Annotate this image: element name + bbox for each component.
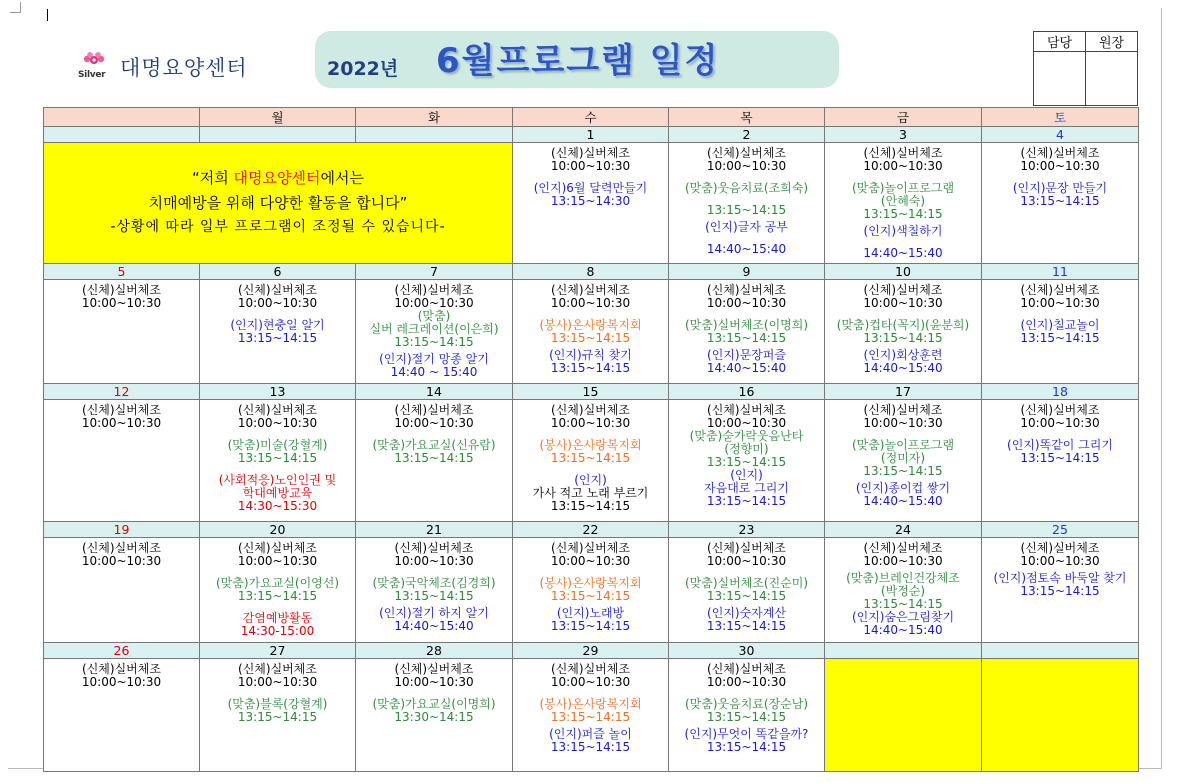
day-schedule-cell [825, 538, 982, 643]
schedule-line: (맞춤)국악체조(김경희) [372, 576, 496, 590]
weekday-header-fri: 금 [825, 108, 982, 127]
day-schedule-cell [44, 659, 200, 772]
schedule-line: (인지)무엇이 똑같을까? [684, 727, 809, 741]
schedule-line: (신체)실버체조 [707, 146, 786, 160]
day-schedule-cell [200, 400, 356, 522]
notice-quote-open: “저희 [192, 169, 234, 187]
day-schedule-cell [982, 538, 1139, 643]
weekday-header-mon: 월 [200, 108, 356, 127]
schedule-line: (신체)실버체조 [863, 541, 943, 555]
schedule-line: 10:00~10:30 [81, 416, 162, 430]
date-row [44, 522, 1139, 538]
schedule-line: (신체)실버체조 [707, 541, 786, 555]
day-schedule-cell [513, 659, 669, 772]
schedule-line: (봉사)온사랑복지회 [539, 697, 642, 711]
schedule-line: (인지)6월 달력만들기 [533, 181, 648, 195]
schedule-line: 10:00~10:30 [394, 554, 474, 568]
schedule-line: 13:15~14:15 [550, 499, 631, 513]
date-cell: 18 [982, 384, 1139, 400]
date-cell: 29 [513, 643, 669, 659]
day-schedule-cell [513, 280, 669, 384]
schedule-line: (신체)실버체조 [82, 541, 161, 555]
schedule-line: 13:15~14:15 [706, 331, 787, 345]
schedule-line: (인지)문장 만들기 [1012, 181, 1108, 195]
day-schedule-cell [356, 659, 513, 772]
date-cell: 25 [982, 522, 1139, 538]
schedule-line: (인지)문장퍼즐 [707, 348, 786, 362]
date-cell: 15 [513, 384, 669, 400]
empty-day-cell [982, 659, 1139, 772]
schedule-line: (맞춤)미술(강혈계) [227, 438, 328, 452]
schedule-line: (인지)숨은그림찾기 [851, 610, 955, 624]
weekday-header-wed: 수 [513, 108, 669, 127]
schedule-line: 14:40~15:40 [706, 242, 787, 256]
schedule-line: 가사 적고 노래 부르기 [532, 486, 649, 500]
schedule-line: 13:15~14:15 [863, 207, 943, 221]
schedule-line: (인지)종이컵 쌓기 [855, 481, 951, 495]
date-cell [825, 643, 982, 659]
schedule-line: (신체)실버체조 [707, 403, 786, 417]
schedule-line: (신체)실버체조 [82, 403, 161, 417]
schedule-line: 13:15~14:15 [550, 451, 631, 465]
schedule-line: 10:00~10:30 [81, 296, 162, 310]
schedule-line: 감염예방활동 [242, 611, 313, 625]
schedule-line: (정향미) [724, 442, 769, 456]
date-cell: 11 [982, 264, 1139, 280]
date-row [44, 127, 1139, 143]
schedule-line: 13:15~14:15 [550, 710, 631, 724]
date-cell: 30 [669, 643, 825, 659]
notice-center-name: 대명요양센터 [233, 169, 321, 187]
schedule-line: (신체)실버체조 [394, 662, 474, 676]
schedule-line: (맞춤)가요교실(신유람) [372, 438, 496, 452]
schedule-line: 13:15~14:15 [550, 619, 631, 633]
schedule-line: 13:15~14:15 [1020, 584, 1100, 598]
schedule-line: (맞춤) [417, 309, 451, 323]
date-cell: 28 [356, 643, 513, 659]
day-schedule-cell [669, 538, 825, 643]
schedule-line: (인지)숫자계산 [707, 606, 786, 620]
schedule-line: (신체)실버체조 [1020, 146, 1100, 160]
date-cell: 21 [356, 522, 513, 538]
schedule-line: (맞춤)놀이프로그램 [851, 181, 955, 195]
schedule-line: 10:00~10:30 [237, 675, 318, 689]
schedule-line: (봉사)온사랑복지회 [539, 438, 642, 452]
schedule-line: 10:00~10:30 [706, 296, 787, 310]
page-title: 6월프로그램 일정 [436, 41, 720, 81]
schedule-line: 13:15~14:15 [550, 331, 631, 345]
schedule-line: 14:40~15:40 [863, 246, 943, 260]
schedule-line: 10:00~10:30 [706, 554, 787, 568]
date-cell: 10 [825, 264, 982, 280]
schedule-row [44, 280, 1139, 384]
schedule-line: (신체)실버체조 [863, 283, 943, 297]
date-row [44, 264, 1139, 280]
day-schedule-cell [669, 280, 825, 384]
schedule-row [44, 538, 1139, 643]
logo-word: Silver [78, 70, 106, 80]
date-cell: 26 [44, 643, 200, 659]
schedule-row [44, 400, 1139, 522]
schedule-line: 10:00~10:30 [1020, 416, 1100, 430]
notice-line-1 [44, 166, 512, 191]
schedule-line: (신체)실버체조 [551, 403, 630, 417]
day-schedule-cell [513, 143, 669, 264]
day-schedule-cell [825, 143, 982, 264]
schedule-line: (인지)글자 공부 [705, 220, 788, 234]
center-name: 대명요양센터 [120, 56, 248, 80]
schedule-line: 13:15~14:15 [550, 740, 631, 754]
text-cursor [47, 9, 48, 21]
schedule-line: 13:15~14:15 [863, 597, 943, 611]
schedule-line: (신체)실버체조 [82, 662, 161, 676]
schedule-line: 10:00~10:30 [863, 416, 943, 430]
schedule-line: (정미자) [880, 451, 926, 465]
schedule-line: (신체)실버체조 [551, 283, 630, 297]
date-cell: 2 [669, 127, 825, 143]
schedule-line: 10:00~10:30 [394, 296, 474, 310]
day-schedule-cell [669, 400, 825, 522]
schedule-line: (맞춤)블록(강혈계) [227, 697, 328, 711]
notice-line-1-end: 에서는 [320, 169, 364, 187]
schedule-line: 14:30-15:00 [240, 624, 315, 638]
schedule-line: 10:00~10:30 [863, 159, 943, 173]
schedule-line: 10:00~10:30 [237, 296, 318, 310]
schedule-line: 13:15~14:15 [706, 710, 787, 724]
day-schedule-cell [44, 400, 200, 522]
flower-icon [83, 52, 105, 68]
schedule-line: 13:15~14:15 [1020, 451, 1100, 465]
schedule-line: (인지)절기 하지 알기 [379, 606, 489, 620]
schedule-line: 13:15~14:15 [863, 331, 943, 345]
date-cell: 24 [825, 522, 982, 538]
schedule-line: (맞춤)웃음치료(조희숙) [684, 181, 809, 195]
schedule-line: (인지) [574, 473, 607, 487]
schedule-line: (신체)실버체조 [1020, 541, 1100, 555]
date-cell: 7 [356, 264, 513, 280]
schedule-line: (신체)실버체조 [551, 541, 630, 555]
schedule-line: 10:00~10:30 [706, 159, 787, 173]
schedule-calendar [43, 107, 1139, 772]
schedule-line: (신체)실버체조 [863, 403, 943, 417]
schedule-line: 13:15~14:15 [550, 361, 631, 375]
schedule-line: 13:15~14:30 [550, 194, 631, 208]
schedule-line: (신체)실버체조 [394, 403, 474, 417]
day-schedule-cell [356, 400, 513, 522]
schedule-line: (인지)노래방 [556, 606, 625, 620]
schedule-line: 13:15~14:15 [237, 589, 318, 603]
date-cell: 16 [669, 384, 825, 400]
schedule-line: 10:00~10:30 [237, 554, 318, 568]
date-cell: 19 [44, 522, 200, 538]
logo-flower-icon [78, 50, 112, 84]
schedule-line: (신체)실버체조 [551, 662, 630, 676]
schedule-line: (맞춤)가요교실(이영선) [215, 576, 340, 590]
schedule-line: 14:30~15:30 [237, 499, 318, 513]
day-schedule-cell [44, 280, 200, 384]
schedule-line: 13:15~14:15 [706, 494, 787, 508]
page-corner-mark [10, 2, 21, 13]
schedule-line: 10:00~10:30 [1020, 554, 1100, 568]
schedule-line: (인지)똑같이 그리기 [1007, 438, 1113, 452]
day-schedule-cell [825, 400, 982, 522]
date-cell [44, 127, 200, 143]
schedule-line: 10:00~10:30 [81, 675, 162, 689]
schedule-line: 13:15~14:15 [237, 331, 318, 345]
date-cell: 12 [44, 384, 200, 400]
date-cell [356, 127, 513, 143]
date-row [44, 643, 1139, 659]
schedule-line: (인지)현충일 알기 [230, 318, 325, 332]
schedule-line: 10:00~10:30 [863, 554, 943, 568]
notice-line-3: -상황에 따라 일부 프로그램이 조정될 수 있습니다- [110, 219, 446, 235]
empty-day-cell [825, 659, 982, 772]
schedule-line: 10:00~10:30 [706, 675, 787, 689]
date-cell: 14 [356, 384, 513, 400]
day-schedule-cell [200, 280, 356, 384]
schedule-line: (맞춤)가요교실(이명희) [372, 697, 496, 711]
schedule-line: 13:15~14:15 [1020, 331, 1100, 345]
date-cell: 3 [825, 127, 982, 143]
schedule-line: 13:15~14:15 [237, 451, 318, 465]
schedule-line: (신체)실버체조 [394, 283, 474, 297]
schedule-line: (신체)실버체조 [238, 403, 317, 417]
schedule-line: 14:40~15:40 [394, 619, 474, 633]
schedule-line: (사회적응)노인인권 및 [218, 473, 337, 487]
schedule-line: (안혜숙) [880, 194, 926, 208]
day-schedule-cell [356, 280, 513, 384]
schedule-line: (신체)실버체조 [551, 146, 630, 160]
schedule-line: 13:30~14:15 [394, 710, 474, 724]
schedule-line: 10:00~10:30 [706, 416, 787, 430]
day-schedule-cell [200, 659, 356, 772]
schedule-line: 자음대로 그리기 [704, 481, 789, 495]
schedule-line: 학대예방교육 [242, 486, 313, 500]
schedule-line: (맞춤)숟가락웃음난타 [689, 429, 804, 443]
schedule-line: 10:00~10:30 [81, 554, 162, 568]
date-cell: 1 [513, 127, 669, 143]
schedule-line: 14:40~15:40 [863, 494, 943, 508]
schedule-line: 13:15~14:15 [237, 710, 318, 724]
schedule-line: (맞춤)브레인건강체조 [846, 571, 960, 585]
schedule-line: (신체)실버체조 [707, 283, 786, 297]
day-schedule-cell [982, 280, 1139, 384]
schedule-line: (맞춤)컵타(꼭지)(윤분희) [836, 318, 970, 332]
weekday-header-row [44, 108, 1139, 127]
notice-line-2: 치매예방을 위해 다양한 활동을 합니다” [148, 194, 408, 212]
date-cell: 27 [200, 643, 356, 659]
schedule-line: 10:00~10:30 [550, 416, 631, 430]
schedule-line: (맞춤)웃음치료(장순남) [684, 697, 809, 711]
day-schedule-cell [669, 143, 825, 264]
schedule-line: 14:40 ~ 15:40 [390, 365, 478, 379]
schedule-line: (맞춤)실버체조(진순미) [684, 576, 809, 590]
schedule-line: (박정순) [880, 584, 926, 598]
schedule-line: 실버 레크레이션(이은희) [369, 322, 499, 336]
title-year: 2022년 [327, 58, 399, 80]
notice-text [44, 143, 512, 261]
schedule-line: 14:40~15:40 [863, 623, 943, 637]
schedule-line: 13:15~14:15 [706, 619, 787, 633]
schedule-line: 10:00~10:30 [550, 675, 631, 689]
schedule-line: (봉사)온사랑복지회 [539, 576, 642, 590]
approval-label-staff: 담당 [1034, 32, 1086, 52]
schedule-line: 13:15~14:15 [394, 589, 474, 603]
schedule-row [44, 659, 1139, 772]
date-cell: 17 [825, 384, 982, 400]
schedule-line: (신체)실버체조 [1020, 403, 1100, 417]
day-schedule-cell [669, 659, 825, 772]
approval-sign-director [1086, 52, 1138, 106]
day-schedule-cell [982, 400, 1139, 522]
schedule-line: (인지)칠교놀이 [1020, 318, 1100, 332]
schedule-line: 10:00~10:30 [550, 554, 631, 568]
schedule-line: (인지) [730, 468, 763, 482]
schedule-line: 13:15~14:15 [706, 203, 787, 217]
date-row [44, 384, 1139, 400]
schedule-line: (인지)규칙 찾기 [549, 348, 632, 362]
day-schedule-cell [825, 280, 982, 384]
schedule-row [44, 143, 1139, 264]
approval-box [1033, 31, 1138, 106]
schedule-line: (신체)실버체조 [863, 146, 943, 160]
schedule-line: 10:00~10:30 [237, 416, 318, 430]
schedule-line: 10:00~10:30 [394, 675, 474, 689]
approval-sign-staff [1034, 52, 1086, 106]
schedule-line: 13:15~14:15 [706, 740, 787, 754]
schedule-line: 13:15~14:15 [863, 464, 943, 478]
date-cell [982, 643, 1139, 659]
schedule-line: (인지)점토속 바둑알 찾기 [993, 571, 1127, 585]
date-cell: 13 [200, 384, 356, 400]
date-cell: 23 [669, 522, 825, 538]
schedule-line: (신체)실버체조 [238, 541, 317, 555]
approval-label-director: 원장 [1086, 32, 1138, 52]
schedule-line: 10:00~10:30 [1020, 296, 1100, 310]
date-cell: 4 [982, 127, 1139, 143]
schedule-line: 14:40~15:40 [706, 361, 787, 375]
day-schedule-cell [356, 538, 513, 643]
schedule-line: 13:15~14:15 [550, 589, 631, 603]
schedule-line: 14:40~15:40 [863, 361, 943, 375]
schedule-line: 10:00~10:30 [550, 296, 631, 310]
schedule-line: 13:15~14:15 [706, 455, 787, 469]
date-cell: 9 [669, 264, 825, 280]
date-cell: 8 [513, 264, 669, 280]
schedule-line: 10:00~10:30 [550, 159, 631, 173]
schedule-line: (신체)실버체조 [394, 541, 474, 555]
schedule-line: (맞춤)실버체조(이명희) [684, 318, 809, 332]
schedule-line: (맞춤)놀이프로그램 [851, 438, 955, 452]
date-cell: 6 [200, 264, 356, 280]
schedule-line: (신체)실버체조 [1020, 283, 1100, 297]
schedule-line: (신체)실버체조 [238, 283, 317, 297]
date-cell: 22 [513, 522, 669, 538]
weekday-header-sat: 토 [982, 108, 1139, 127]
date-cell: 20 [200, 522, 356, 538]
day-schedule-cell [982, 143, 1139, 264]
schedule-line: (인지)퍼즐 놀이 [549, 727, 632, 741]
schedule-line: (인지)회상훈련 [863, 348, 943, 362]
schedule-line: 13:15~14:15 [706, 589, 787, 603]
schedule-line: 13:15~14:15 [1020, 194, 1100, 208]
day-schedule-cell [44, 538, 200, 643]
weekday-header-tue: 화 [356, 108, 513, 127]
schedule-line: (신체)실버체조 [82, 283, 161, 297]
date-cell: 5 [44, 264, 200, 280]
schedule-line: (봉사)온사랑복지회 [539, 318, 642, 332]
schedule-line: 10:00~10:30 [1020, 159, 1100, 173]
center-logo [78, 50, 248, 84]
day-schedule-cell [200, 538, 356, 643]
weekday-header-sun [44, 108, 200, 127]
notice-cell [44, 143, 513, 264]
schedule-line: 13:15~14:15 [394, 335, 474, 349]
schedule-line: (신체)실버체조 [238, 662, 317, 676]
day-schedule-cell [513, 538, 669, 643]
schedule-line: 13:15~14:15 [394, 451, 474, 465]
schedule-line: 10:00~10:30 [394, 416, 474, 430]
schedule-line: 10:00~10:30 [863, 296, 943, 310]
schedule-line: (신체)실버체조 [707, 662, 786, 676]
schedule-line: (인지)색칠하기 [863, 224, 943, 238]
date-cell [200, 127, 356, 143]
day-schedule-cell [513, 400, 669, 522]
weekday-header-thu: 목 [669, 108, 825, 127]
schedule-line: (인지)절기 망종 알기 [379, 352, 489, 366]
